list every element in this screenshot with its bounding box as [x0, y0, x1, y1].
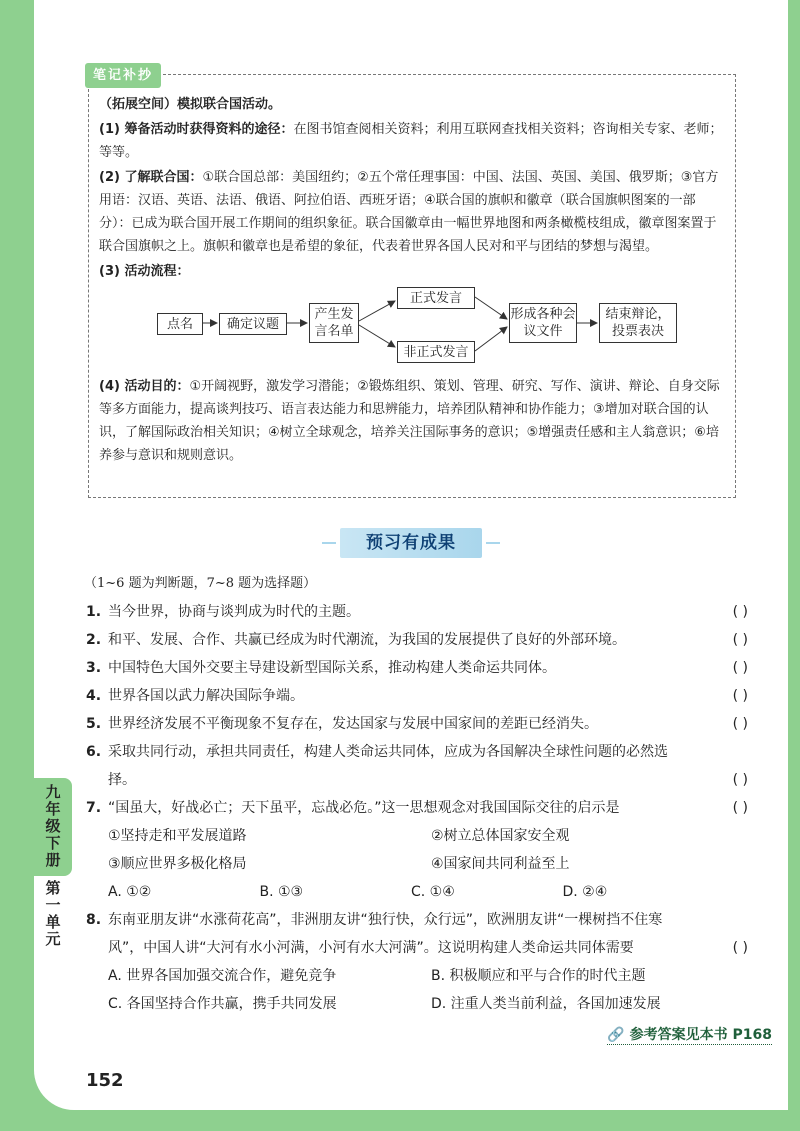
- paragraph-text: ①开阔视野，激发学习潜能；②锻炼组织、策划、管理、研究、写作、演讲、辩论、自身交际等多方面能力，提高谈判技巧、语言表达能力和思辨能力，培养团队精神和协作能力；③增加对联合国的认识，了解国际政治相关知识；④树立全球观念，培养关注国际事务的意识；⑤增强责任感和主人翁意识；⑥培养参与意识和规则意识。: [99, 379, 720, 463]
- question-text: 采取共同行动，承担共同责任，构建人类命运共同体，应成为各国解决全球性问题的必然选择。: [108, 744, 668, 788]
- question-text: “国虽大，好战必亡；天下虽平，忘战必危。”这一思想观念对我国国际交往的启示是: [108, 800, 620, 816]
- question-item: [84, 654, 754, 682]
- paragraph-label: (3) 活动流程：: [99, 264, 190, 279]
- flow-step-formal-speech: 正式发言: [397, 287, 475, 309]
- statement: ④国家间共同利益至上: [431, 856, 570, 872]
- flow-arrow: [359, 301, 395, 321]
- question-item: [84, 794, 754, 822]
- answer-blank[interactable]: ( ): [732, 660, 748, 676]
- unit-tab-char: 一: [45, 896, 61, 914]
- option-c[interactable]: C. ①④: [411, 884, 455, 900]
- heading-text: 模拟联合国活动。: [177, 97, 282, 112]
- answer-blank[interactable]: ( ): [732, 772, 748, 788]
- notes-paragraph-2: [99, 166, 725, 258]
- question-number: 1.: [86, 604, 102, 620]
- paragraph-text: ①联合国总部：美国纽约；②五个常任理事国：中国、法国、英国、美国、俄罗斯；③官方用语：汉语、英语、法语、俄语、阿拉伯语、西班牙语；④联合国的旗帜和徽章（联合国旗帜图案的一部分）：已成为联合国开展工作期间的组织象征。联合国徽章由一幅世界地图和两条橄榄枝组成，徽章图案置于联合国旗帜之上。旗帜和徽章也是希望的象征，代表着世界各国人民对和平与团结的梦想与渴望。: [99, 170, 719, 254]
- question-item: [84, 682, 754, 710]
- flow-step-speaker-list: 产生发言名单: [309, 303, 359, 343]
- question-text: 中国特色大国外交要主导建设新型国际关系，推动构建人类命运共同体。: [108, 660, 556, 676]
- section-title: 预习有成果: [340, 528, 482, 558]
- option-c[interactable]: C. 各国坚持合作共赢，携手共同发展: [108, 996, 337, 1012]
- question-number: 2.: [86, 632, 102, 648]
- question-text: 世界经济发展不平衡现象不复存在，发达国家与发展中国家间的差距已经消失。: [108, 716, 598, 732]
- grade-tab-char: 级: [45, 817, 61, 835]
- statement-list: [84, 822, 754, 878]
- answer-blank[interactable]: ( ): [732, 604, 748, 620]
- grade-tab-char: 册: [45, 851, 61, 869]
- paragraph-label: (1) 筹备活动时获得资料的途径：: [99, 122, 294, 137]
- option-list: [84, 878, 754, 906]
- grade-tab-char: 九: [45, 783, 61, 801]
- option-list: [84, 962, 754, 1018]
- question-item: [84, 626, 754, 654]
- flow-step-documents: 形成各种会议文件: [509, 303, 577, 343]
- answer-blank[interactable]: ( ): [732, 716, 748, 732]
- question-item: [84, 738, 754, 794]
- question-item: [84, 906, 754, 962]
- answer-reference[interactable]: [607, 1024, 772, 1045]
- question-note: （1~6 题为判断题，7~8 题为选择题）: [84, 576, 317, 591]
- option-a[interactable]: A. 世界各国加强交流合作，避免竞争: [108, 968, 337, 984]
- notes-paragraph-3: [99, 260, 725, 283]
- question-number: 6.: [86, 744, 102, 760]
- answer-blank[interactable]: ( ): [732, 632, 748, 648]
- option-b[interactable]: B. ①③: [259, 884, 304, 900]
- notes-paragraph-1: [99, 118, 725, 164]
- flow-step-informal-speech: 非正式发言: [397, 341, 475, 363]
- option-b[interactable]: B. 积极顺应和平与合作的时代主题: [431, 968, 646, 984]
- link-icon: 🔗: [607, 1027, 630, 1043]
- flow-step-roll-call: 点名: [157, 313, 203, 335]
- answer-blank[interactable]: ( ): [732, 940, 748, 956]
- question-item: [84, 710, 754, 738]
- notes-paragraph-4: [99, 375, 725, 467]
- unit-tab-char: 单: [45, 913, 61, 931]
- question-number: 5.: [86, 716, 102, 732]
- notes-label: 笔记补抄: [85, 63, 161, 88]
- answer-blank[interactable]: ( ): [732, 688, 748, 704]
- paragraph-label: (2) 了解联合国：: [99, 170, 203, 185]
- answer-blank[interactable]: ( ): [732, 800, 748, 816]
- question-text: 世界各国以武力解决国际争端。: [108, 688, 304, 704]
- unit-tab-char: 第: [45, 879, 61, 897]
- flow-step-vote: 结束辩论，投票表决: [599, 303, 677, 343]
- question-number: 4.: [86, 688, 102, 704]
- option-a[interactable]: A. ①②: [108, 884, 152, 900]
- flow-arrow: [475, 327, 507, 351]
- question-number: 7.: [86, 800, 102, 816]
- unit-tab-char: 元: [45, 930, 61, 948]
- question-text: 东南亚朋友讲“水涨荷花高”，非洲朋友讲“独行快，众行远”，欧洲朋友讲“一棵树挡不住寒风”，中国人讲“大河有水小河满，小河有水大河满”。这说明构建人类命运共同体需要: [108, 912, 663, 956]
- option-d[interactable]: D. ②④: [562, 884, 608, 900]
- statement: ①坚持走和平发展道路: [108, 828, 247, 844]
- question-text: 和平、发展、合作、共赢已经成为时代潮流，为我国的发展提供了良好的外部环境。: [108, 632, 626, 648]
- grade-tab-char: 年: [45, 800, 61, 818]
- paragraph-label: (4) 活动目的：: [99, 379, 190, 394]
- question-number: 8.: [86, 912, 102, 928]
- statement: ③顺应世界多极化格局: [108, 856, 247, 872]
- option-d[interactable]: D. 注重人类当前利益，各国加速发展: [431, 996, 661, 1012]
- question-number: 3.: [86, 660, 102, 676]
- paragraph-text: 在图书馆查阅相关资料；利用互联网查找相关资料；咨询相关专家、老师；等等。: [99, 122, 723, 160]
- question-list: [84, 570, 754, 1018]
- statement: ②树立总体国家安全观: [431, 828, 570, 844]
- question-text: 当今世界，协商与谈判成为时代的主题。: [108, 604, 360, 620]
- grade-tab: [34, 778, 72, 876]
- flow-arrow: [475, 297, 507, 319]
- flow-step-topic: 确定议题: [219, 313, 287, 335]
- unit-tab: [34, 878, 72, 948]
- question-item: [84, 598, 754, 626]
- heading-tag: （拓展空间）: [99, 97, 178, 112]
- notes-heading: [99, 93, 725, 116]
- page-number: 152: [86, 1070, 124, 1091]
- flow-arrow: [359, 325, 395, 347]
- notes-box: [88, 68, 736, 498]
- flow-diagram: [99, 285, 725, 367]
- answer-reference-text: 参考答案见本书 P168: [629, 1027, 772, 1043]
- grade-tab-char: 下: [45, 834, 61, 852]
